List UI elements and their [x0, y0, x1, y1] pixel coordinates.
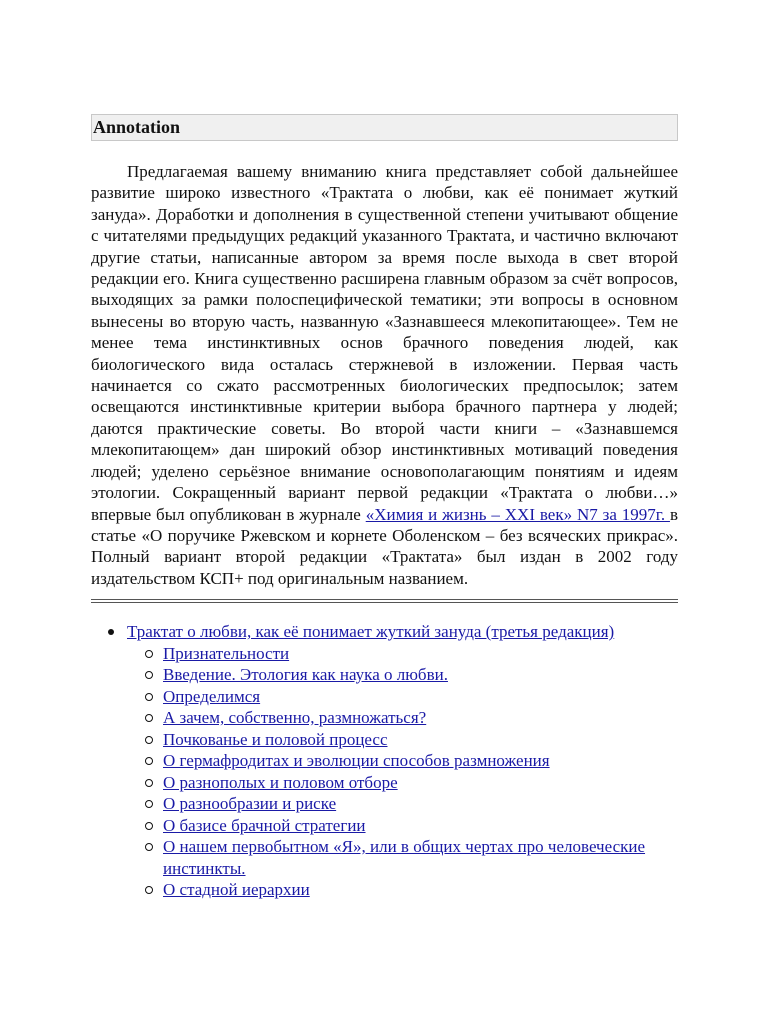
- toc-link-definitions[interactable]: Определимся: [163, 686, 261, 706]
- toc-item: [163, 836, 678, 879]
- document-page: [91, 114, 678, 901]
- section-divider: [91, 599, 678, 603]
- toc-link-herd-hierarchy[interactable]: О стадной иерархии: [163, 880, 310, 900]
- toc-link-primitive-self[interactable]: О нашем первобытном «Я», или в общих чертах про человеческие инстинкты.: [163, 837, 646, 878]
- annotation-text-part1: Предлагаемая вашему вниманию книга представляет собой дальнейшее развитие широко известного «Трактата о любви, как её понимает жуткий зануда». Доработки и дополнения в существенной степени учитывают общение с читателями предыдущих редакций указанного Трактата, и частично включают другие статьи, написанные автором за время после выхода в свет второй редакции его. Книга существенно расширена главным образом за счёт вопросов, выходящих за рамки полоспецифической тематики; эти вопросы в основном вынесены во вторую часть, названную «Зазнавшееся млекопитающее». Тем не менее тема инстинктивных основ брачного поведения людей, как биологического вида осталась стержневой в изложении. Первая часть начинается со сжато рассмотренных биологических предпосылок; затем освещаются инстинктивные критерии выбора брачного партнера у людей; даются практические советы. Во второй части книги – «Зазнавшемся млекопитающем» дан широкий обзор инстинктивных мотиваций поведения людей; уделено серьёзное внимание основополагающим понятиям и идеям этологии. Сокращенный вариант первой редакции «Трактата о любви…» впервые был опубликован в журнале: [91, 162, 678, 524]
- toc-link-budding[interactable]: Почкованье и половой процесс: [163, 729, 388, 749]
- toc-item: [163, 707, 678, 729]
- toc-link-introduction[interactable]: Введение. Этология как наука о любви.: [163, 665, 448, 685]
- toc-link-acknowledgements[interactable]: Признательности: [163, 643, 290, 663]
- annotation-heading: Annotation: [91, 114, 678, 141]
- toc-item: [163, 750, 678, 772]
- toc-item: [163, 772, 678, 794]
- toc-link-mating-strategy[interactable]: О базисе брачной стратегии: [163, 815, 366, 835]
- toc-main-item: [127, 621, 678, 901]
- toc-link-sexual-selection[interactable]: О разнополых и половом отборе: [163, 772, 398, 792]
- toc-item: [163, 879, 678, 901]
- toc-main-link[interactable]: Трактат о любви, как её понимает жуткий зануда (третья редакция): [127, 622, 615, 642]
- toc-item: [163, 793, 678, 815]
- toc-item: [163, 815, 678, 837]
- toc-sub-list: [127, 643, 678, 901]
- annotation-paragraph: [91, 161, 678, 589]
- toc-item: [163, 686, 678, 708]
- toc-link-diversity-risk[interactable]: О разнообразии и риске: [163, 794, 337, 814]
- annotation-text-part2: в статье «О поручике Ржевском и корнете Оболенском – без всяческих прикрас». Полный вариант второй редакции «Трактата» был издан в 2002 году издательством КСП+ под оригинальным названием.: [91, 504, 678, 588]
- toc-item: [163, 643, 678, 665]
- toc-item: [163, 729, 678, 751]
- toc-link-why-reproduce[interactable]: А зачем, собственно, размножаться?: [163, 708, 427, 728]
- toc-link-hermaphrodites[interactable]: О гермафродитах и эволюции способов размножения: [163, 751, 550, 771]
- table-of-contents: [91, 621, 678, 901]
- toc-item: [163, 664, 678, 686]
- journal-link[interactable]: «Химия и жизнь – XXI век» N7 за 1997г.: [365, 504, 670, 524]
